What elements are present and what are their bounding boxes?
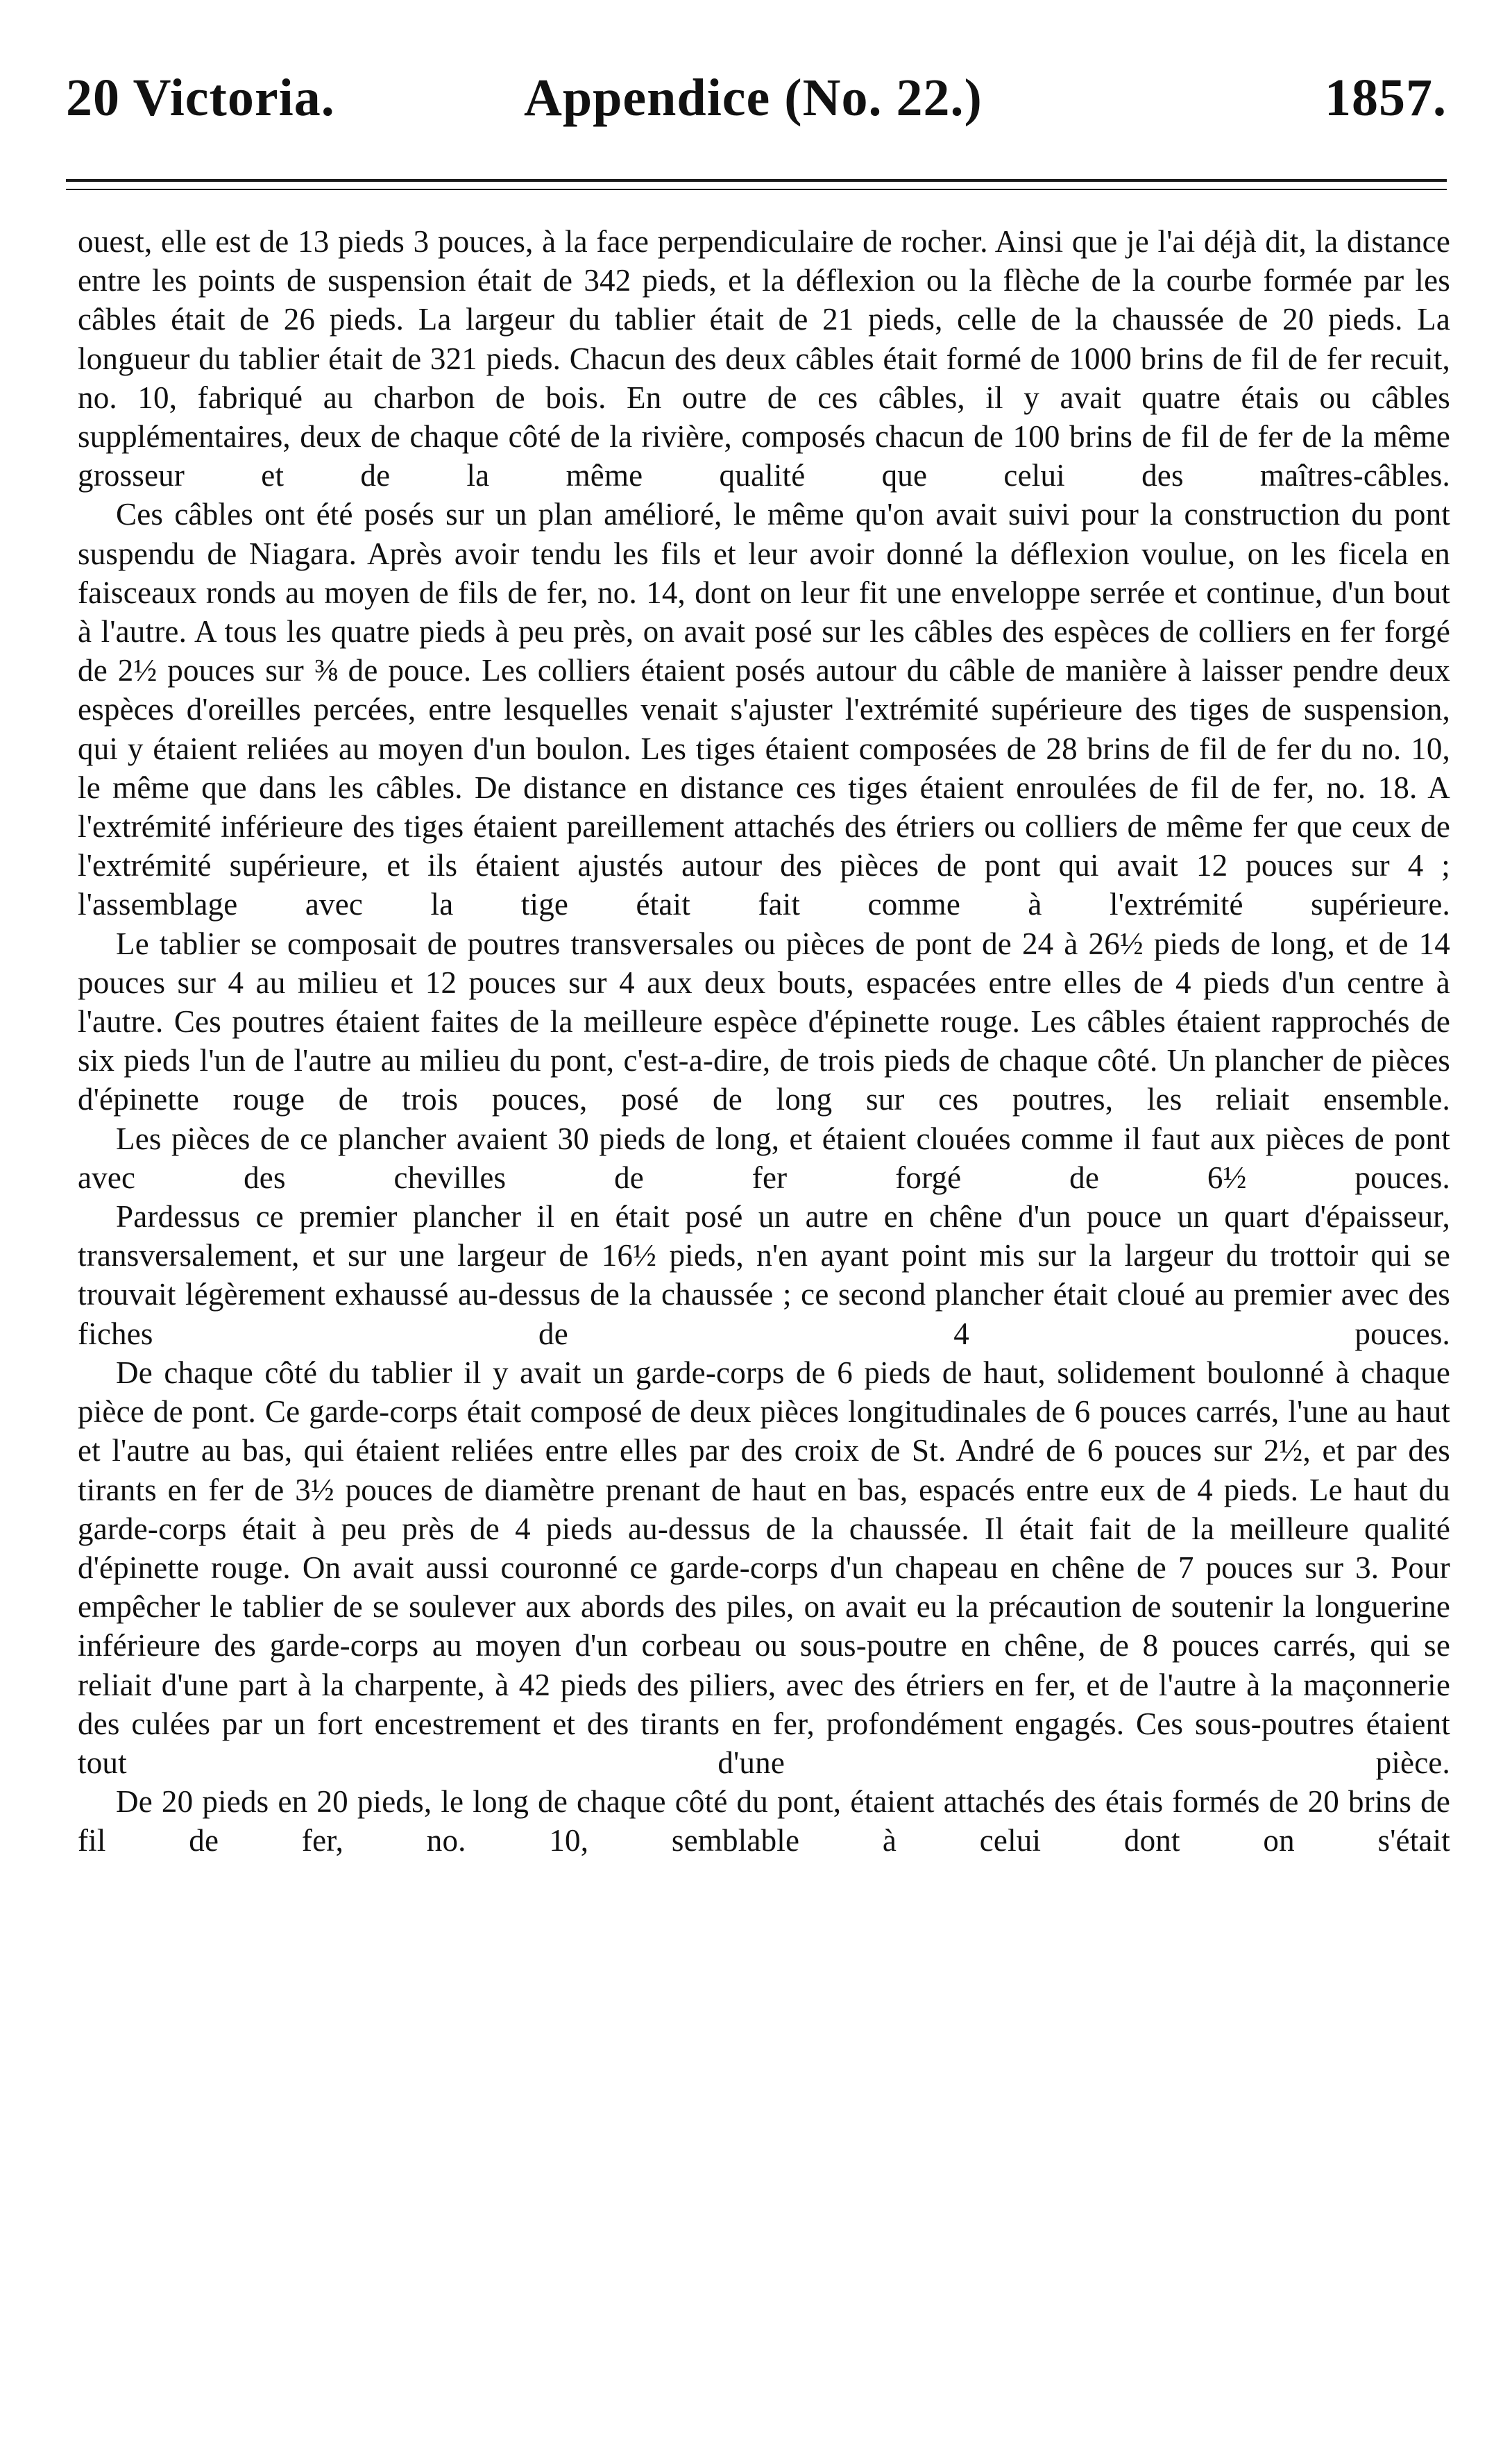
paragraph-first-flooring: Les pièces de ce plancher avaient 30 pieds de long, et étaient clouées comme il faut aux pièces de pont avec des chevilles de fer forgé de 6½ pouces. bbox=[78, 1121, 1450, 1195]
paragraph-deck-beams: Le tablier se composait de poutres transversales ou pièces de pont de 24 à 26½ pieds de long, et de 14 pouces sur 4 au milieu et 12 pouces sur 4 aux deux bouts, espacées entre elles de 4 pieds d'un centre à l'autre. Ces poutres étaient faites de la meilleure espèce d'épinette rouge. Les câbles étaient rapprochés de six pieds l'un de l'autre au milieu du pont, c'est-a-dire, de trois pieds de chaque côté. Un plancher de pièces d'épinette rouge de trois pouces, posé de long sur ces poutres, les reliait ensemble. bbox=[78, 926, 1450, 1117]
paragraph-cable-installation: Ces câbles ont été posés sur un plan amélioré, le même qu'on avait suivi pour la construction du pont suspendu de Niagara. Après avoir tendu les fils et leur avoir donné la déflexion voulue, on les ficela en faisceaux ronds au moyen de fils de fer, no. 14, dont on leur fit une enveloppe serrée et continue, d'un bout à l'autre. A tous les quatre pieds à peu près, on avait posé sur les câbles des espèces de colliers en fer forgé de 2½ pouces sur ⅜ de pouce. Les colliers étaient posés autour du câble de manière à laisser pendre deux espèces d'oreilles percées, entre lesquelles venait s'ajuster l'extrémité supérieure des tiges de suspension, qui y étaient reliées au moyen d'un boulon. Les tiges étaient composées de 28 brins de fil de fer du no. 10, le même que dans les câbles. De distance en distance ces tiges étaient enroulées de fil de fer, no. 18. A l'extrémité inférieure des tiges étaient pareillement attachés des étriers ou colliers de même fer que ceux de l'extrémité supérieure, et ils étaient ajustés autour des pièces de pont qui avait 12 pouces sur 4 ; l'assemblage avec la tige était fait comme à l'extrémité supérieure. bbox=[78, 497, 1450, 922]
paragraph-cable-dimensions: ouest, elle est de 13 pieds 3 pouces, à la face perpendiculaire de rocher. Ainsi que je l'ai déjà dit, la distance entre les points de suspension était de 342 pieds, et la déflexion ou la flèche de la courbe formée par les câbles était de 26 pieds. La largeur du tablier était de 21 pieds, celle de la chaussée de 20 pieds. La longueur du tablier était de 321 pieds. Chacun des deux câbles était formé de 1000 brins de fil de fer recuit, no. 10, fabriqué au charbon de bois. En outre de ces câbles, il y avait quatre étais ou câbles supplémentaires, deux de chaque côté de la rivière, composés chacun de 100 brins de fil de fer de la même grosseur et de la même qualité que celui des maîtres-câbles. bbox=[78, 224, 1450, 493]
body-text bbox=[78, 222, 1450, 1861]
header-session: 20 Victoria. bbox=[66, 69, 335, 127]
paragraph-stays: De 20 pieds en 20 pieds, le long de chaque côté du pont, étaient attachés des étais formés de 20 brins de fil de fer, no. 10, semblable à celui dont on s'était bbox=[78, 1784, 1450, 1858]
paragraph-second-flooring: Pardessus ce premier plancher il en était posé un autre en chêne d'un pouce un quart d'épaisseur, transversalement, et sur une largeur de 16½ pieds, n'en ayant point mis sur la largeur du trottoir qui se trouvait légèrement exhaussé au-dessus de la chaussée ; ce second plancher était cloué au premier avec des fiches de 4 pouces. bbox=[78, 1199, 1450, 1351]
paragraph-railing: De chaque côté du tablier il y avait un garde-corps de 6 pieds de haut, solidement boulonné à chaque pièce de pont. Ce garde-corps était composé de deux pièces longitudinales de 6 pouces carrés, l'une au haut et l'autre au bas, qui étaient reliées entre elles par des croix de St. André de 6 pouces sur 2½, et par des tirants en fer de 3½ pouces de diamètre prenant de haut en bas, espacés entre eux de 4 pieds. Le haut du garde-corps était à peu près de 4 pieds au-dessus de la chaussée. Il était fait de la meilleure qualité d'épinette rouge. On avait aussi couronné ce garde-corps d'un chapeau en chêne de 7 pouces sur 3. Pour empêcher le tablier de se soulever aux abords des piles, on avait eu la précaution de soutenir la longuerine inférieure des garde-corps au moyen d'un corbeau ou sous-poutre en chêne, de 8 pouces carrés, qui se reliait d'une part à la charpente, à 42 pieds des piliers, avec des étriers en fer, et de l'autre à la maçonnerie des culées par un fort encestrement et des tirants en fer, profondément engagés. Ces sous-poutres étaient tout d'une pièce. bbox=[78, 1355, 1450, 1780]
header-rule-thick bbox=[66, 179, 1447, 182]
running-header bbox=[66, 60, 1447, 136]
header-appendix: Appendice (No. 22.) bbox=[524, 69, 983, 127]
header-rule-thin bbox=[66, 189, 1447, 190]
header-year: 1857. bbox=[1325, 69, 1447, 127]
